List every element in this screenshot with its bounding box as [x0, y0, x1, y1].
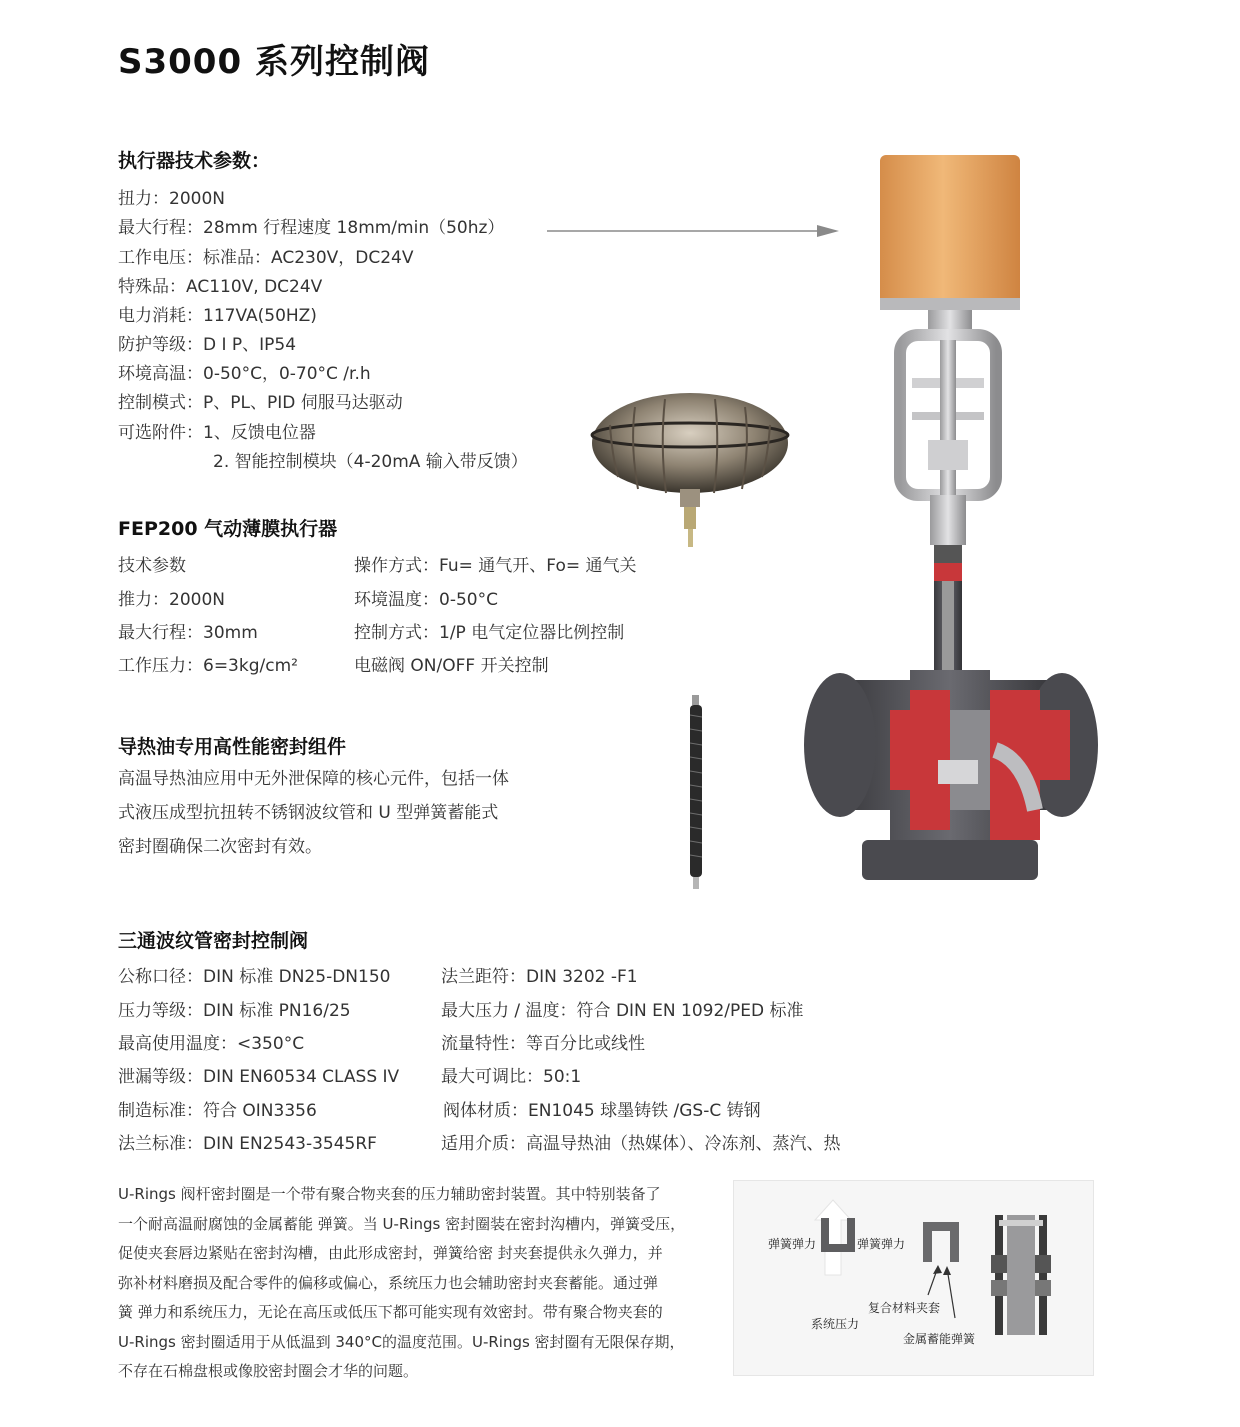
fep200-param: 操作方式：Fu= 通气开、Fo= 通气关 [354, 556, 637, 576]
label-spring-force: 弹簧弹力 [768, 1237, 817, 1251]
urings-line: 一个耐高温耐腐蚀的金属蓄能 弹簧。当 U-Rings 密封圈装在密封沟槽内，弹簧受压， [118, 1214, 686, 1233]
valve-spec: 泄漏等级：DIN EN60534 CLASS IV [118, 1067, 400, 1087]
diaphragm-actuator-image [590, 385, 795, 550]
urings-line: 不存在石棉盘根或像胶密封圈会才华的问题。 [118, 1362, 419, 1380]
actuator-line: 最大行程：28mm 行程速度 18mm/min（50hz） [118, 218, 505, 238]
fep200-param: 环境温度：0-50°C [354, 590, 498, 610]
actuator-line: 电力消耗：117VA(50HZ) [118, 306, 317, 326]
page-title: S3000 系列控制阀 [118, 42, 430, 82]
valve-spec: 法兰标准：DIN EN2543-3545RF [118, 1134, 377, 1154]
fep200-param: 推力：2000N [118, 590, 225, 610]
seal-line: 密封圈确保二次密封有效。 [118, 837, 322, 857]
seal-heading: 导热油专用高性能密封组件 [118, 736, 347, 758]
valve-spec: 最高使用温度：<350°C [118, 1034, 305, 1054]
pointer-arrow [545, 222, 841, 240]
valve-spec: 流量特性：等百分比或线性 [441, 1034, 645, 1054]
actuator-line: 可选附件：1、反馈电位器 [118, 423, 316, 443]
control-valve-image [800, 150, 1100, 890]
urings-line: U-Rings 密封圈适用于从低温到 340°C的温度范围。U-Rings 密封圈有无限保存期， [118, 1332, 685, 1351]
valve-spec: 阀体材质：EN1045 球墨铸铁 /GS-C 铸钢 [443, 1101, 761, 1121]
label-spring-force: 弹簧弹力 [857, 1237, 906, 1251]
seal-line: 式液压成型抗扭转不锈钢波纹管和 U 型弹簧蓄能式 [118, 803, 499, 823]
actuator-line: 扭力：2000N [118, 189, 225, 209]
actuator-line: 2. 智能控制模块（4-20mA 输入带反馈） [213, 452, 528, 472]
valve-spec: 适用介质：高温导热油（热媒体）、冷冻剂、蒸汽、热 [441, 1134, 841, 1154]
seal-description [118, 762, 509, 864]
urings-line: 簧 弹力和系统压力，无论在高压或低压下都可能实现有效密封。带有聚合物夹套的 [118, 1303, 663, 1321]
valve-spec: 法兰距符：DIN 3202 -F1 [441, 967, 638, 987]
fep200-param: 工作压力：6=3kg/cm² [118, 656, 298, 676]
label-system-pressure: 系统压力 [811, 1317, 860, 1331]
urings-line: U-Rings 阀杆密封圈是一个带有聚合物夹套的压力辅助密封装置。其中特别装备了 [118, 1185, 661, 1203]
urings-line: 弥补材料磨损及配合零件的偏移或偏心，系统压力也会辅助密封夹套蓄能。通过弹 [118, 1273, 659, 1292]
actuator-line: 环境高温：0-50°C，0-70°C /r.h [118, 364, 371, 384]
valve-spec: 制造标准：符合 OIN3356 [118, 1101, 317, 1121]
fep200-heading: FEP200 气动薄膜执行器 [118, 518, 338, 540]
valve-spec: 最大可调比：50:1 [441, 1067, 582, 1087]
valve-spec: 公称口径：DIN 标准 DN25-DN150 [118, 967, 391, 987]
urings-description [118, 1180, 730, 1387]
fep200-param: 控制方式：1/P 电气定位器比例控制 [354, 623, 625, 643]
actuator-heading: 执行器技术参数： [118, 150, 271, 172]
valve-spec: 压力等级：DIN 标准 PN16/25 [118, 1001, 351, 1021]
label-metal-spring: 金属蓄能弹簧 [903, 1332, 976, 1346]
valve-heading: 三通波纹管密封控制阀 [118, 930, 309, 952]
label-composite-jacket: 复合材料夹套 [868, 1301, 941, 1315]
urings-line: 促使夹套唇边紧贴在密封沟槽，由此形成密封，弹簧给密 封夹套提供永久弹力，并 [118, 1244, 663, 1262]
actuator-line: 工作电压：标准品：AC230V，DC24V [118, 248, 414, 268]
fep200-param: 最大行程：30mm [118, 623, 258, 643]
bellows-image [684, 695, 708, 891]
fep200-param: 电磁阀 ON/OFF 开关控制 [354, 656, 549, 676]
fep200-param: 技术参数 [118, 556, 186, 576]
seal-line: 高温导热油应用中无外泄保障的核心元件，包括一体 [118, 769, 509, 789]
actuator-line: 防护等级：D I P、IP54 [118, 335, 297, 355]
actuator-line: 控制模式：P、PL、PID 伺服马达驱动 [118, 393, 403, 413]
actuator-line: 特殊品：AC110V, DC24V [118, 277, 323, 297]
valve-spec: 最大压力 / 温度：符合 DIN EN 1092/PED 标准 [441, 1001, 804, 1021]
